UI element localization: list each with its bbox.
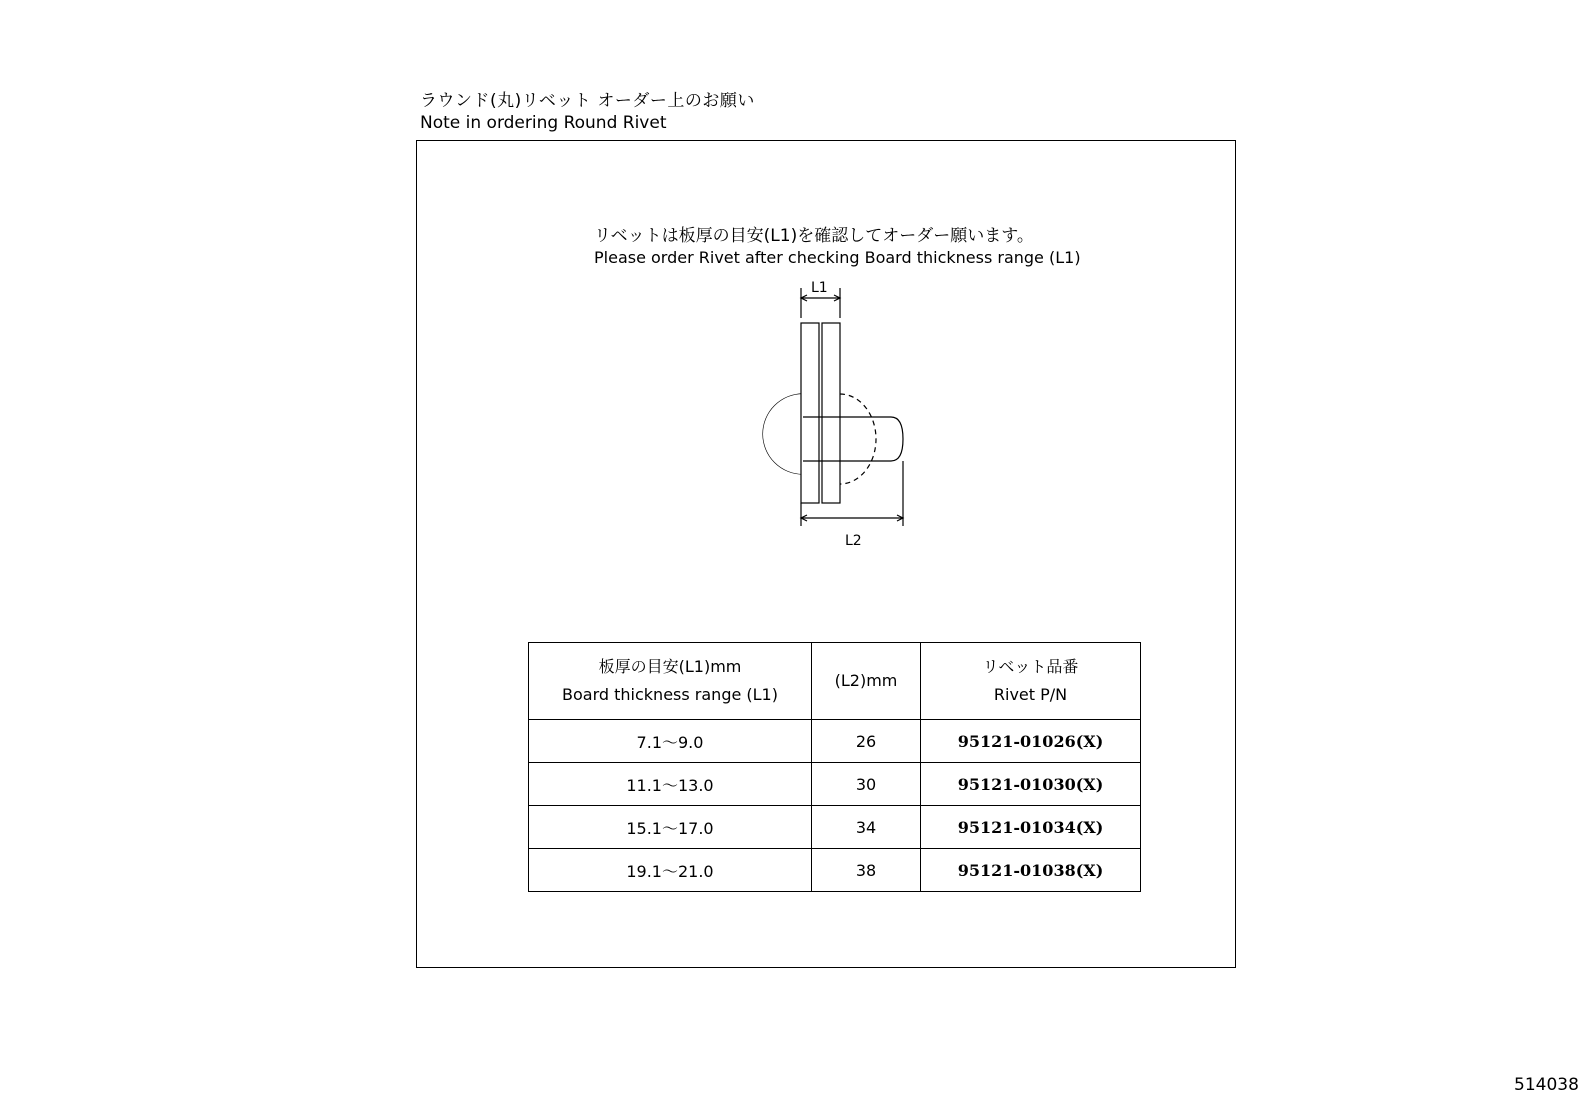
cell-range: 15.1～17.0 bbox=[529, 806, 812, 849]
cell-l2: 38 bbox=[812, 849, 921, 892]
cell-range: 7.1～9.0 bbox=[529, 720, 812, 763]
cell-l2: 30 bbox=[812, 763, 921, 806]
cell-part-number: 95121-01034(X) bbox=[921, 806, 1141, 849]
l2-label: L2 bbox=[845, 533, 862, 549]
instruction-en: Please order Rivet after checking Board thickness range (L1) bbox=[594, 248, 1081, 267]
cell-part-number: 95121-01030(X) bbox=[921, 763, 1141, 806]
header-rivet-pn-ja: リベット品番 bbox=[982, 657, 1079, 676]
header-l2: (L2)mm bbox=[812, 643, 921, 720]
header-board-thickness-ja: 板厚の目安(L1)mm bbox=[598, 657, 742, 676]
cell-l2: 26 bbox=[812, 720, 921, 763]
cell-part-number: 95121-01026(X) bbox=[921, 720, 1141, 763]
rivet-head-fill bbox=[763, 394, 803, 474]
formed-head-dashed bbox=[840, 394, 876, 484]
board-2 bbox=[822, 323, 840, 503]
table-row bbox=[529, 720, 1141, 763]
cell-l2: 34 bbox=[812, 806, 921, 849]
page-title: ラウンド(丸)リベット オーダー上のお願い bbox=[420, 91, 755, 111]
header-rivet-pn bbox=[921, 643, 1141, 720]
page-subtitle: Note in ordering Round Rivet bbox=[420, 113, 667, 133]
cell-part-number: 95121-01038(X) bbox=[921, 849, 1141, 892]
table-row bbox=[529, 806, 1141, 849]
document-id: 514038 bbox=[1514, 1075, 1579, 1095]
board-1 bbox=[801, 323, 819, 503]
table-row bbox=[529, 763, 1141, 806]
instruction-ja: リベットは板厚の目安(L1)を確認してオーダー願います。 bbox=[594, 226, 1034, 246]
table-header-row bbox=[529, 643, 1141, 720]
header-board-thickness bbox=[529, 643, 812, 720]
l1-label: L1 bbox=[811, 280, 828, 296]
cell-range: 11.1～13.0 bbox=[529, 763, 812, 806]
rivet-spec-table bbox=[528, 642, 1141, 892]
table-row bbox=[529, 849, 1141, 892]
cell-range: 19.1～21.0 bbox=[529, 849, 812, 892]
rivet-diagram bbox=[740, 278, 920, 558]
header-board-thickness-en: Board thickness range (L1) bbox=[562, 685, 778, 704]
header-rivet-pn-en: Rivet P/N bbox=[993, 685, 1068, 704]
